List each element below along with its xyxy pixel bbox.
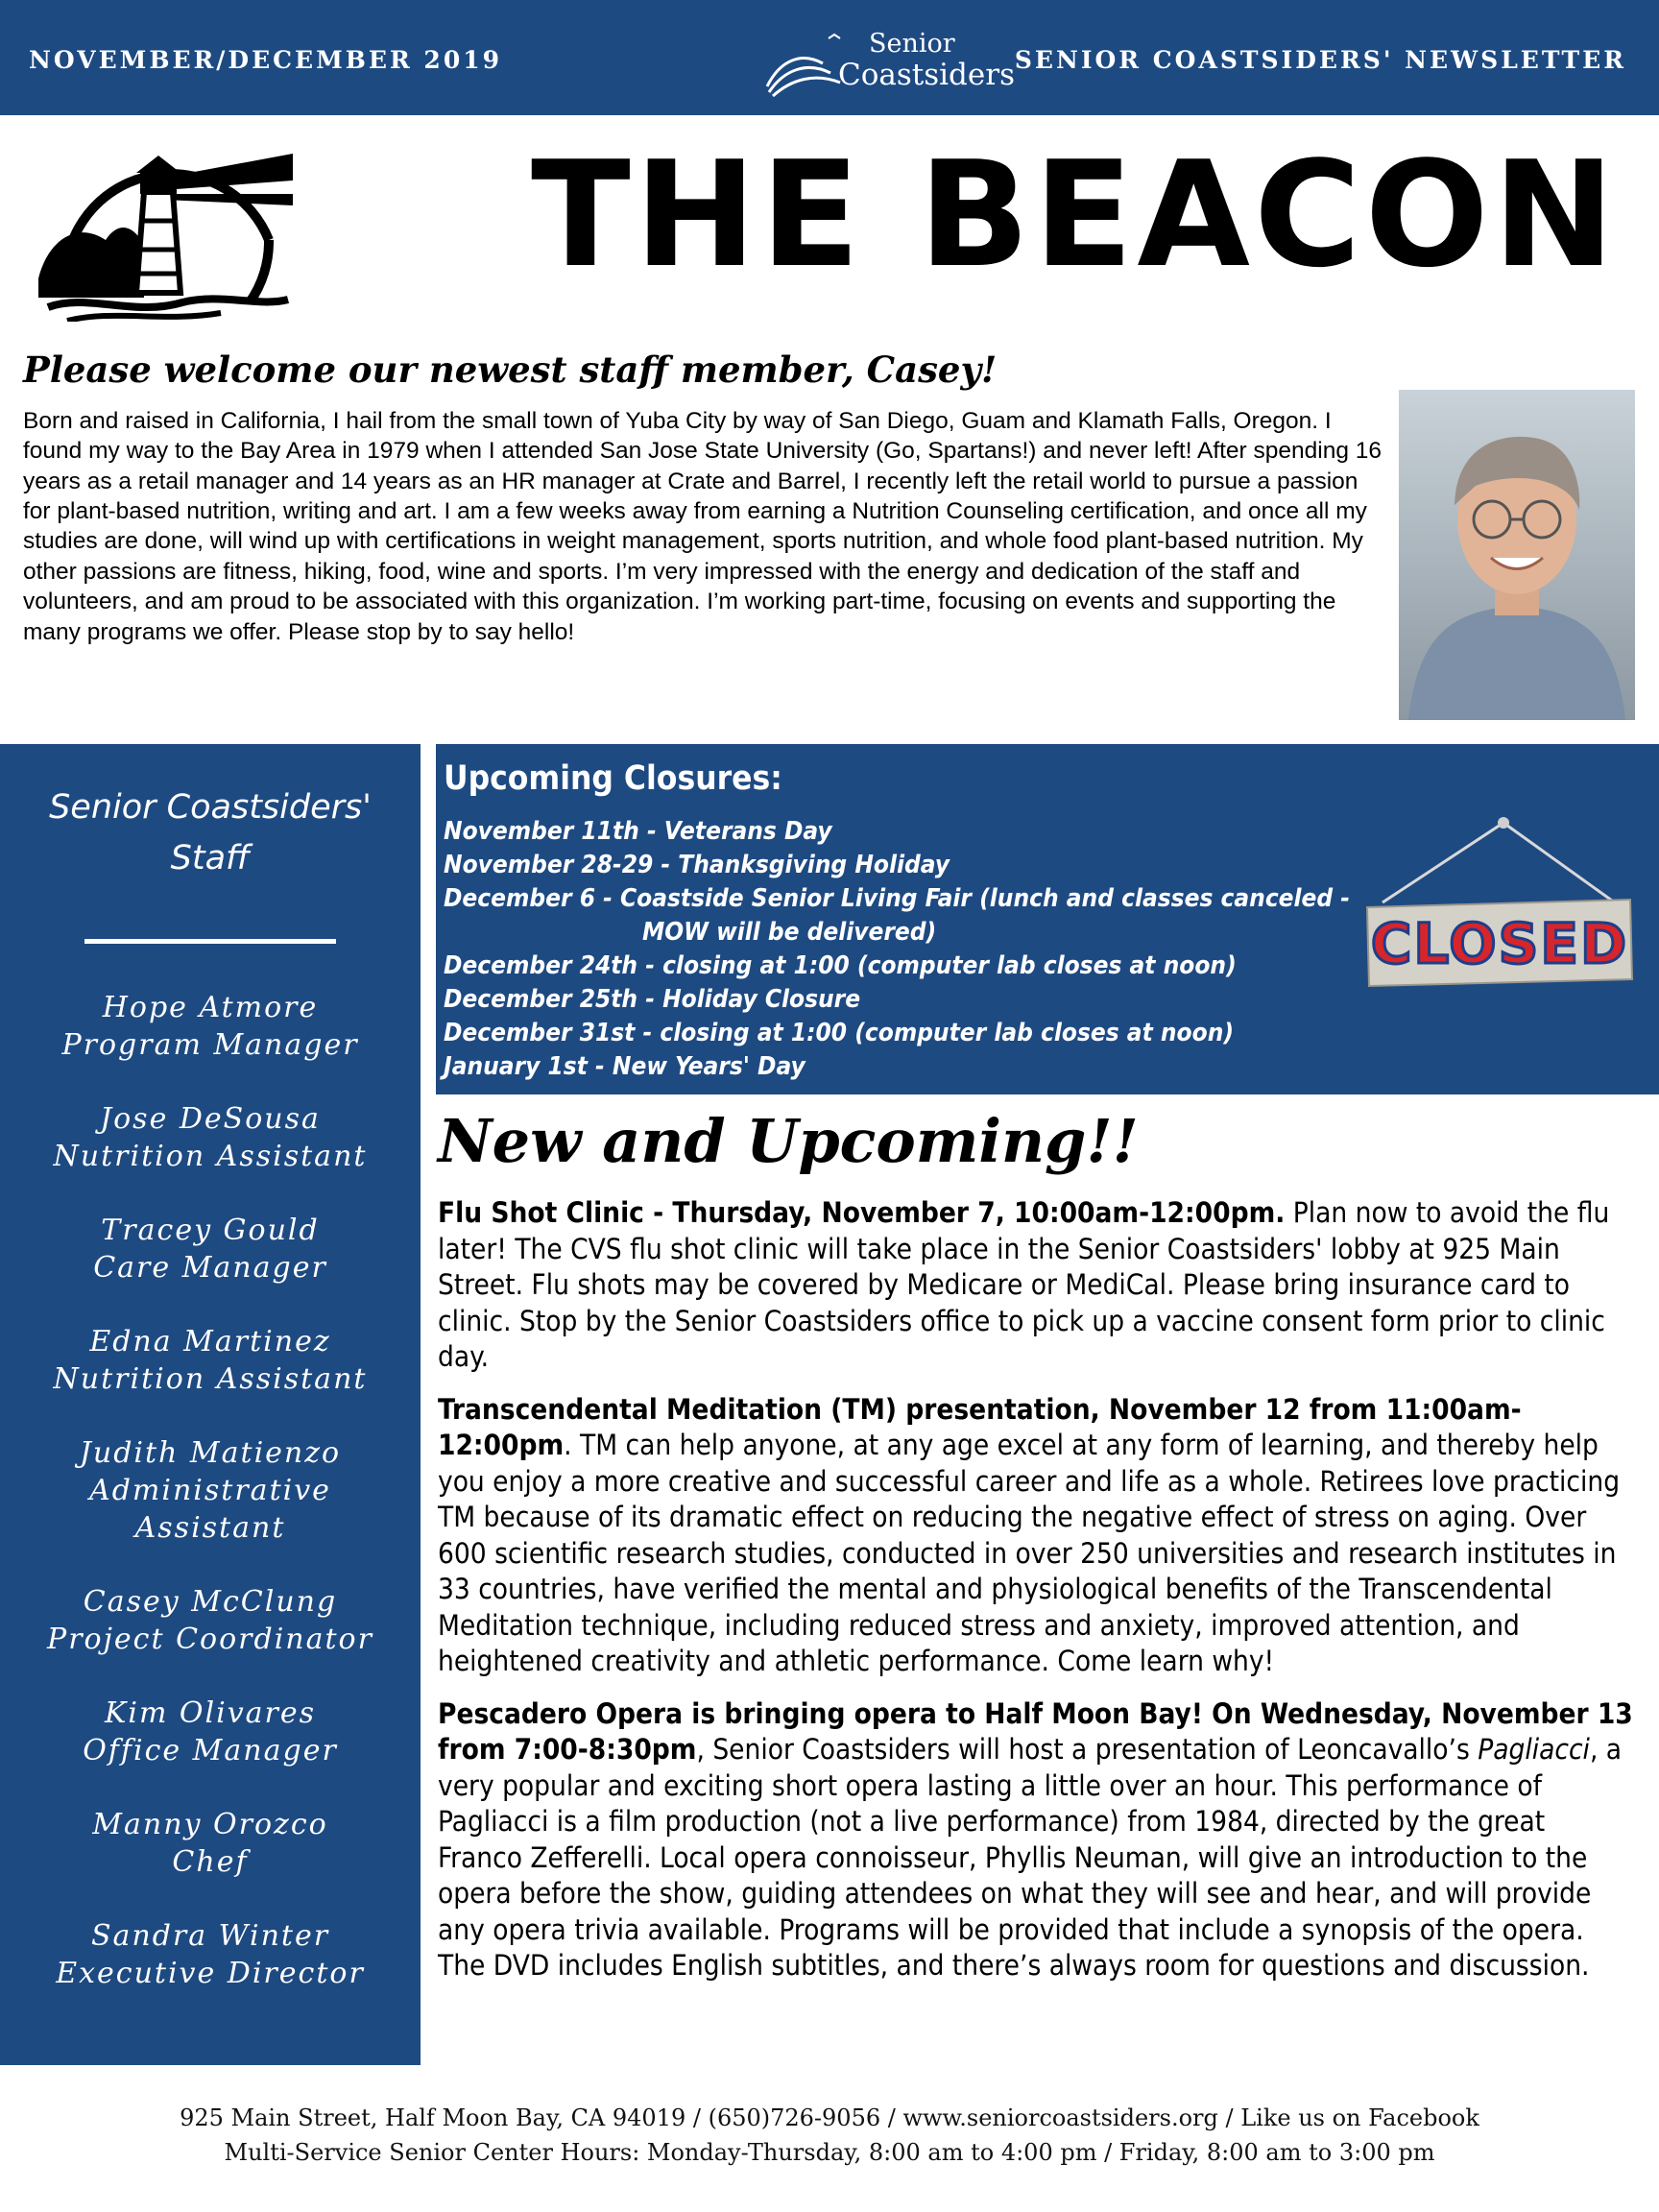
- staff-title-line-2: Staff: [170, 838, 251, 878]
- staff-member: [0, 1212, 421, 1286]
- event-title: Flu Shot Clinic - Thursday, November 7, 10:00am-12:00pm.: [438, 1196, 1286, 1229]
- footer: [0, 2101, 1659, 2170]
- event-text: , Senior Coastsiders will host a presentation of Leoncavallo’s: [696, 1733, 1479, 1766]
- wave-logo-icon: [763, 31, 850, 98]
- staff-member: [0, 1917, 421, 1992]
- event-item: [438, 1195, 1633, 1376]
- event-text-italic: Pagliacci: [1478, 1733, 1590, 1766]
- brand-logo[interactable]: [763, 21, 1015, 100]
- footer-address: 925 Main Street, Half Moon Bay, CA 94019 / (650)726-9056 / www.seniorcoastsiders.org / Like us on Facebook: [180, 2104, 1479, 2131]
- staff-title: [0, 782, 421, 883]
- staff-role: Care Manager: [93, 1251, 327, 1285]
- staff-role: Program Manager: [61, 1028, 359, 1062]
- brand-line-2: Coastsiders: [838, 58, 1015, 92]
- welcome-heading: Please welcome our newest staff member, Casey!: [23, 349, 998, 391]
- staff-title-line-1: Senior Coastsiders': [49, 788, 372, 827]
- closed-sign-text: CLOSED: [1370, 911, 1629, 976]
- staff-name: Jose DeSousa: [100, 1102, 321, 1136]
- staff-member: [0, 989, 421, 1064]
- staff-name: Casey McClung: [83, 1585, 338, 1619]
- staff-name: Judith Matienzo: [79, 1436, 342, 1470]
- event-text: , a very popular and exciting short opera lasting a little over an hour. This performance of Pagliacci is a film production (not a live performance) from 1984, directed by the great Franco Zefferelli. Local opera connoisseur, Phyllis Neuman, will give an introduction to the opera before the show, guiding attendees on what they will see and hear, and will provide any opera trivia available. Programs will be provided that include a synopsis of the opera. The DVD includes English subtitles, and there’s always room for questions and discussion.: [438, 1733, 1623, 1982]
- staff-divider: [84, 939, 336, 944]
- upcoming-heading: New and Upcoming!!: [438, 1106, 1139, 1176]
- event-text: . TM can help anyone, at any age excel at any form of learning, and thereby help you enjoy a more creative and successful career and life as a whole. Retirees love practicing TM because of its dramatic effect on reducing the negative effect of stress on aging. Over 600 scientific research studies, conducted in over 250 universities and research institutes in 33 countries, have verified the mental and physiological benefits of the Transcendental Meditation technique, including reduced stress and anxiety, improved attention, and heightened creativity and athletic performance. Come learn why!: [438, 1429, 1621, 1677]
- staff-member: [0, 1695, 421, 1769]
- staff-member: [0, 1323, 421, 1398]
- closure-item-continued: MOW will be delivered): [642, 918, 937, 947]
- events-list: [438, 1195, 1633, 2001]
- staff-photo: [1399, 390, 1635, 720]
- staff-role: Administrative: [89, 1474, 331, 1507]
- staff-name: Edna Martinez: [89, 1325, 331, 1358]
- staff-name: Tracey Gould: [101, 1214, 320, 1247]
- staff-role: Project Coordinator: [47, 1623, 373, 1656]
- closed-sign-icon: [1358, 811, 1640, 1003]
- staff-member: [0, 1100, 421, 1175]
- staff-list: [0, 989, 421, 2029]
- staff-name: Kim Olivares: [104, 1696, 317, 1730]
- brand-line-1: Senior: [869, 29, 955, 59]
- closure-item: January 1st - New Years' Day: [444, 1052, 805, 1081]
- event-title: Pescadero Opera is bringing opera to Half Moon Bay! On Wednesday, November 13 from 7:00-8:30pm: [438, 1696, 1633, 1766]
- closure-item: November 11th - Veterans Day: [444, 817, 832, 846]
- staff-role: Executive Director: [56, 1957, 365, 1990]
- staff-member: [0, 1806, 421, 1881]
- issue-date: NOVEMBER/DECEMBER 2019: [29, 46, 503, 74]
- event-title: Transcendental Meditation (TM) presentation, November 12 from 11:00am-12:00pm: [438, 1392, 1522, 1461]
- event-text: Plan now to avoid the flu later! The CVS flu shot clinic will take place in the Senior Coastsiders' lobby at 925 Main Street. Flu shots may be covered by Medicare or MediCal. Please bring insurance card to clinic. Stop by the Senior Coastsiders office to pick up a vaccine consent form prior to clinic day.: [438, 1196, 1610, 1373]
- closure-item: December 31st - closing at 1:00 (computer lab closes at noon): [444, 1019, 1235, 1047]
- closures-box: [436, 744, 1659, 1094]
- closure-item: November 28-29 - Thanksgiving Holiday: [444, 851, 950, 879]
- staff-role: Nutrition Assistant: [53, 1140, 368, 1173]
- staff-member: [0, 1434, 421, 1547]
- staff-role: Office Manager: [83, 1734, 338, 1767]
- closure-item: December 6 - Coastside Senior Living Fair (lunch and classes canceled -: [444, 884, 1351, 913]
- closure-item: December 24th - closing at 1:00 (computer lab closes at noon): [444, 951, 1237, 980]
- event-item: [438, 1392, 1633, 1680]
- event-item: [438, 1696, 1633, 1984]
- welcome-body: Born and raised in California, I hail from the small town of Yuba City by way of San Diego, Guam and Klamath Falls, Oregon. I found my way to the Bay Area in 1979 when I attended San Jose State University (Go, Spartans!) and never left! After spending 16 years as a retail manager and 14 years as an HR manager at Crate and Barrel, I recently left the retail world to pursue a passion for plant-based nutrition, writing and art. I am a few weeks away from earning a Nutrition Counseling certification, and once all my studies are done, will wind up with certifications in weight management, sports nutrition, and whole food plant-based nutrition. My other passions are fitness, hiking, food, wine and sports. I’m very impressed with the energy and dedication of the staff and volunteers, and am proud to be associated with this organization. I’m working part-time, focusing on events and supporting the many programs we offer. Please stop by to say hello!: [23, 408, 1382, 645]
- staff-sidebar: [0, 744, 421, 2065]
- newsletter-header: [0, 0, 1659, 115]
- closures-heading: Upcoming Closures:: [444, 759, 782, 798]
- staff-name: Sandra Winter: [90, 1919, 330, 1953]
- staff-name: Hope Atmore: [102, 991, 319, 1024]
- staff-role: Chef: [172, 1845, 249, 1879]
- footer-hours: Multi-Service Senior Center Hours: Monday-Thursday, 8:00 am to 4:00 pm / Friday, 8:00 am to 3:00 pm: [224, 2139, 1435, 2166]
- staff-role-line-2: Assistant: [134, 1511, 286, 1545]
- closure-list: [444, 815, 1384, 1084]
- staff-name: Manny Orozco: [92, 1808, 328, 1841]
- staff-member: [0, 1583, 421, 1658]
- newsletter-name: SENIOR COASTSIDERS' NEWSLETTER: [1014, 46, 1626, 74]
- lighthouse-icon: [29, 134, 307, 322]
- staff-role: Nutrition Assistant: [53, 1362, 368, 1396]
- closure-item: December 25th - Holiday Closure: [444, 985, 861, 1014]
- newsletter-title: THE BEACON: [531, 130, 1619, 300]
